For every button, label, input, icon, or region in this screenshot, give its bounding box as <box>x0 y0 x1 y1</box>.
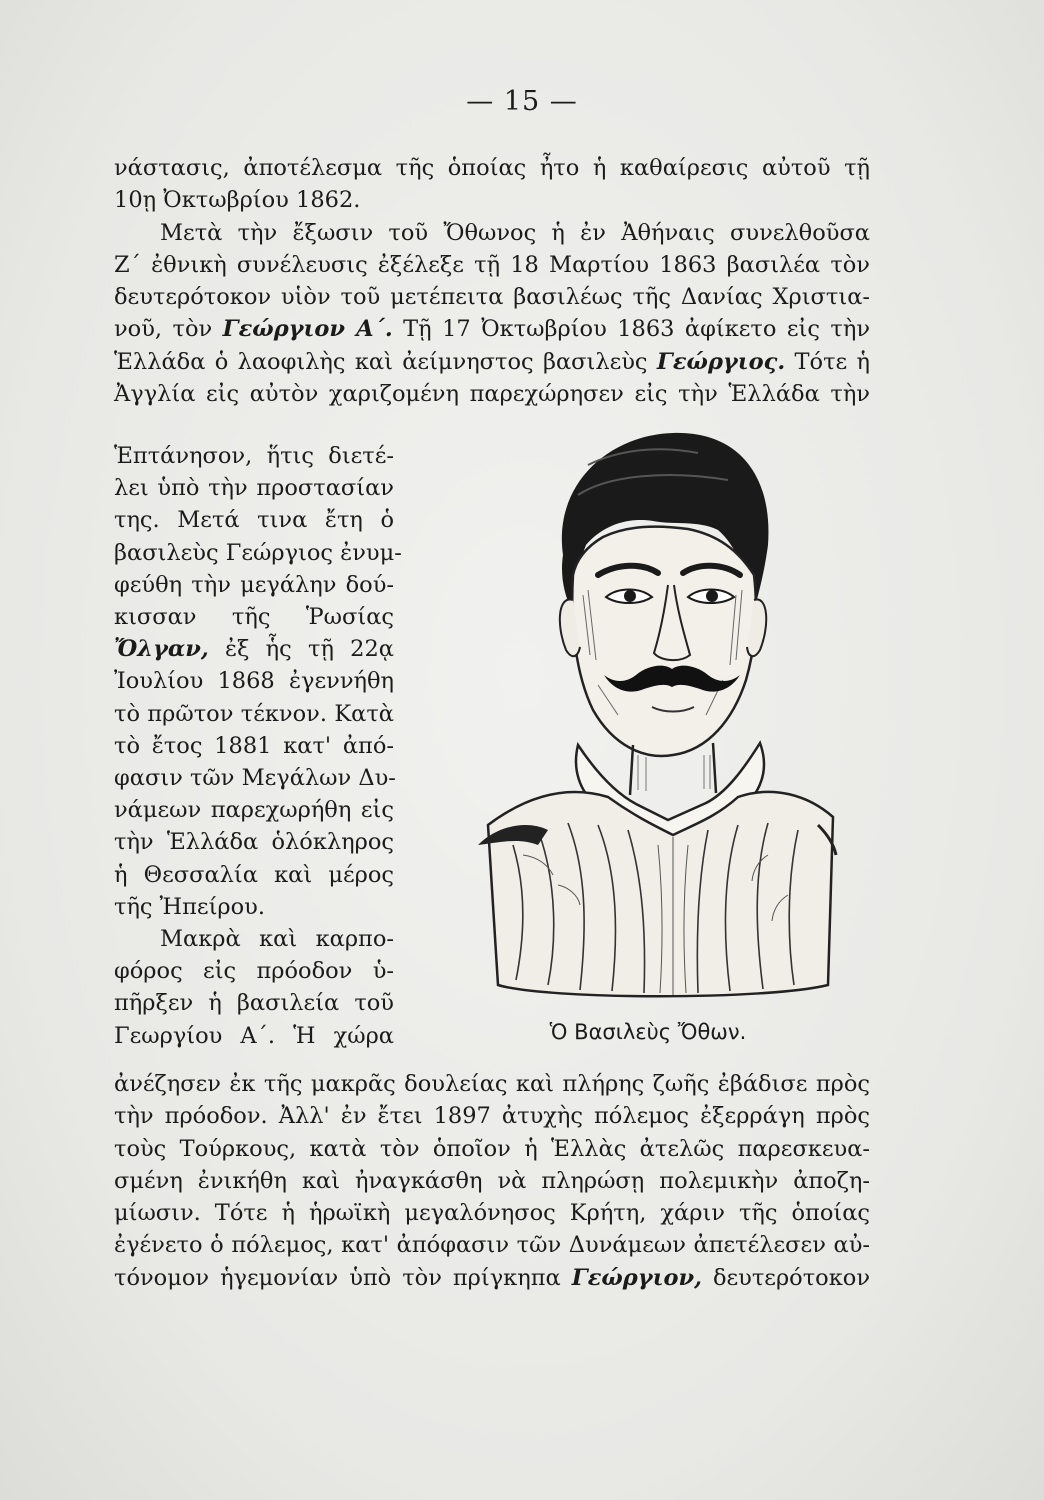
text-fragment: ἐξ ἧς τῇ 22ᾳ <box>224 636 394 663</box>
text-line: Ἀγγλία εἰς αὐτὸν χαριζομένη παρεχώρησεν εἰς τὴν Ἑλλάδα τὴν <box>114 381 870 408</box>
text-line: σμένη ἐνικήθη καὶ ἠναγκάσθη νὰ πληρώσῃ πολεμικὴν ἀποζη- <box>114 1167 870 1194</box>
text-line: Μετὰ τὴν ἔξωσιν τοῦ Ὄθωνος ἡ ἐν Ἀθήναις συνελθοῦσα <box>160 219 870 246</box>
text-line: τὸ ἔτος 1881 κατ' ἀπό- <box>114 732 394 759</box>
text-line: τοὺς Τούρκους, κατὰ τὸν ὁποῖον ἡ Ἑλλὰς ἀτελῶς παρεσκευα- <box>114 1135 870 1162</box>
portrait-engraving <box>468 425 838 1015</box>
text-fragment: νοῦ, τὸν <box>114 316 213 343</box>
page-number: — 15 — <box>466 86 578 117</box>
emphasis-olga: Ὄλγαν, <box>114 636 209 663</box>
text-line <box>114 633 394 665</box>
portrait-caption: Ὁ Βασιλεὺς Ὄθων. <box>549 1020 747 1044</box>
text-line: τὴν Ἑλλάδα ὁλόκληρος <box>114 829 394 856</box>
text-fragment: δευτερότοκον <box>712 1264 871 1291</box>
text-line: της. Μετά τινα ἔτη ὁ <box>114 507 394 534</box>
text-line <box>114 1262 870 1294</box>
text-line: τὸ πρῶτον τέκνον. Κατὰ <box>114 700 394 727</box>
text-line: νάμεων παρεχωρήθη εἰς <box>114 797 394 824</box>
text-line: φόρος εἰς πρόοδον ὑ- <box>114 958 394 985</box>
text-line: τὴν πρόοδον. Ἀλλ' ἐν ἔτει 1897 ἀτυχὴς πόλεμος ἐξερράγη πρὸς <box>114 1103 870 1130</box>
text-line: βασιλεὺς Γεώργιος ἐνυμ- <box>114 539 402 566</box>
text-fragment: Τῇ 17 Ὀκτωβρίου 1863 ἀφίκετο εἰς τὴν <box>403 316 870 343</box>
text-line: μίωσιν. Τότε ἡ ἡρωϊκὴ μεγαλόνησος Κρήτη, χάριν τῆς ὁποίας <box>114 1200 870 1227</box>
text-line: Ζ΄ ἐθνικὴ συνέλευσις ἐξέλεξε τῇ 18 Μαρτίου 1863 βασιλέα τὸν <box>114 251 870 278</box>
text-line: Μακρὰ καὶ καρπο- <box>160 926 394 953</box>
face <box>572 527 756 756</box>
text-line: νάστασις, ἀποτέλεσμα τῆς ὁποίας ἦτο ἡ καθαίρεσις αὐτοῦ τῇ <box>114 155 870 181</box>
text-fragment: τόνομον ἡγεμονίαν ὑπὸ τὸν πρίγκηπα <box>114 1264 561 1291</box>
text-line <box>114 313 870 345</box>
text-fragment: Τότε ἡ <box>794 348 870 375</box>
text-line: φεύθη τὴν μεγάλην δού- <box>114 571 394 598</box>
emphasis-georgios: Γεώργιος. <box>656 348 786 375</box>
bottom-paragraph <box>114 1068 870 1294</box>
text-line: κισσαν τῆς Ῥωσίας <box>114 604 394 631</box>
text-line: Γεωργίου Α΄. Ἡ χώρα <box>114 1022 394 1049</box>
text-line: φασιν τῶν Μεγάλων Δυ- <box>114 765 396 792</box>
text-line: Ἰουλίου 1868 ἐγεννήθη <box>114 668 394 695</box>
text-line: Ἑπτάνησον, ἥτις διετέ- <box>114 443 394 469</box>
text-line: δευτερότοκον υἱὸν τοῦ μετέπειτα βασιλέως τῆς Δανίας Χριστια- <box>114 284 870 311</box>
text-line: ἐγένετο ὁ πόλεμος, κατ' ἀπόφασιν τῶν Δυνάμεων ἀπετέλεσεν αὐ- <box>114 1232 870 1259</box>
text-fragment: Ἑλλάδα ὁ λαοφιλὴς καὶ ἀείμνηστος βασιλεὺς <box>114 348 648 375</box>
text-line: 10ῃ Ὀκτωβρίου 1862. <box>114 187 361 214</box>
emphasis-georgios: Γεώργιον, <box>571 1264 702 1291</box>
top-paragraphs <box>114 152 870 410</box>
left-column-text <box>114 440 402 1052</box>
text-line <box>114 346 870 378</box>
text-line: τῆς Ἠπείρου. <box>114 893 266 920</box>
text-line: ἡ Θεσσαλία καὶ μέρος <box>114 861 394 888</box>
text-line: ἀνέζησεν ἐκ τῆς μακρᾶς δουλείας καὶ πλήρης ζωῆς ἐβάδισε πρὸς <box>114 1071 870 1097</box>
emphasis-georgios: Γεώργιον Α΄. <box>222 316 393 343</box>
text-line: λει ὑπὸ τὴν προστασίαν <box>114 475 394 502</box>
text-line: πῆρξεν ἡ βασιλεία τοῦ <box>114 990 394 1017</box>
